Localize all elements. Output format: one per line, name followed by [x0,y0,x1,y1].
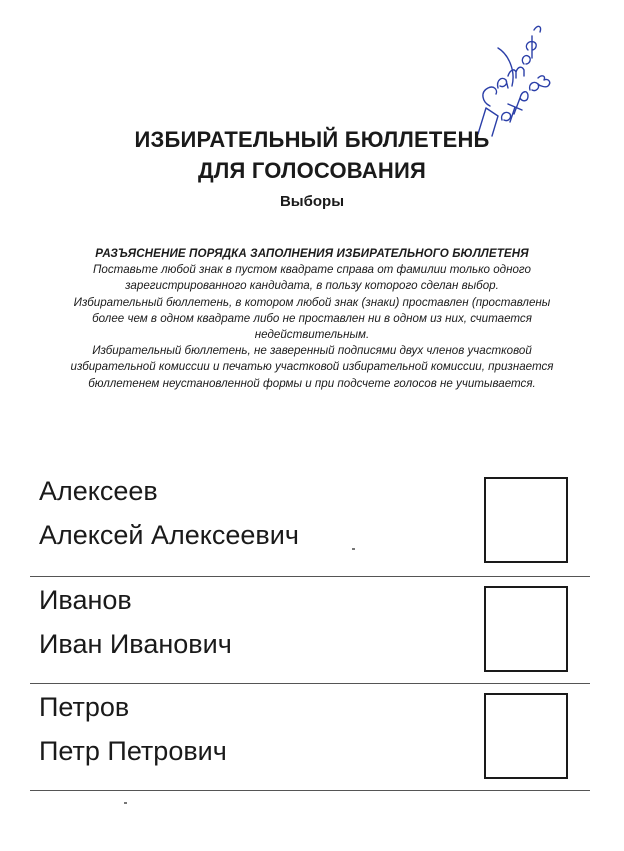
candidate-row [30,577,590,684]
instructions-line: избирательной комиссии и печатью участковой избирательной комиссии, признается [70,360,554,374]
candidate-list [30,468,590,791]
candidate-surname: Алексеев [39,476,158,506]
instructions-line: Поставьте любой знак в пустом квадрате справа от фамилии только одного [93,263,531,277]
instructions-line: более чем в одном квадрате либо не проставлен ни в одном из них, считается [92,311,532,325]
instructions-line: Избирательный бюллетень, не заверенный подписями двух членов участковой [92,344,532,358]
ballot-subtitle: Выборы [279,193,345,210]
vote-checkbox-petrov[interactable] [484,693,568,779]
ballot-title: ИЗБИРАТЕЛЬНЫЙ БЮЛЛЕТЕНЬ [134,127,490,152]
instructions-line: Избирательный бюллетень, в котором любой знак (знаки) проставлен (проставлены [73,295,551,309]
scan-speck [124,802,127,804]
instructions-block [14,246,610,392]
candidate-surname: Иванов [39,585,132,615]
handwritten-signature [468,18,560,140]
candidate-row [30,468,590,577]
candidate-given-name: Алексей Алексеевич [39,520,299,550]
instructions-line: бюллетенем неустановленной формы и при подсчете голосов не учитывается. [88,376,536,390]
candidate-given-name: Петр Петрович [39,736,227,766]
instructions-heading: РАЗЪЯСНЕНИЕ ПОРЯДКА ЗАПОЛНЕНИЯ ИЗБИРАТЕЛЬНОГО БЮЛЛЕТЕНЯ [95,247,529,260]
vote-checkbox-alekseev[interactable] [484,477,568,563]
ballot-title-line2: ДЛЯ ГОЛОСОВАНИЯ [198,158,426,183]
candidate-given-name: Иван Иванович [39,629,232,659]
candidate-row [30,684,590,791]
instructions-line: недействительным. [254,328,370,342]
scan-speck [352,548,355,550]
vote-checkbox-ivanov[interactable] [484,586,568,672]
candidate-surname: Петров [39,692,130,722]
instructions-line: зарегистрированного кандидата, в пользу которого сделан выбор. [125,279,499,293]
